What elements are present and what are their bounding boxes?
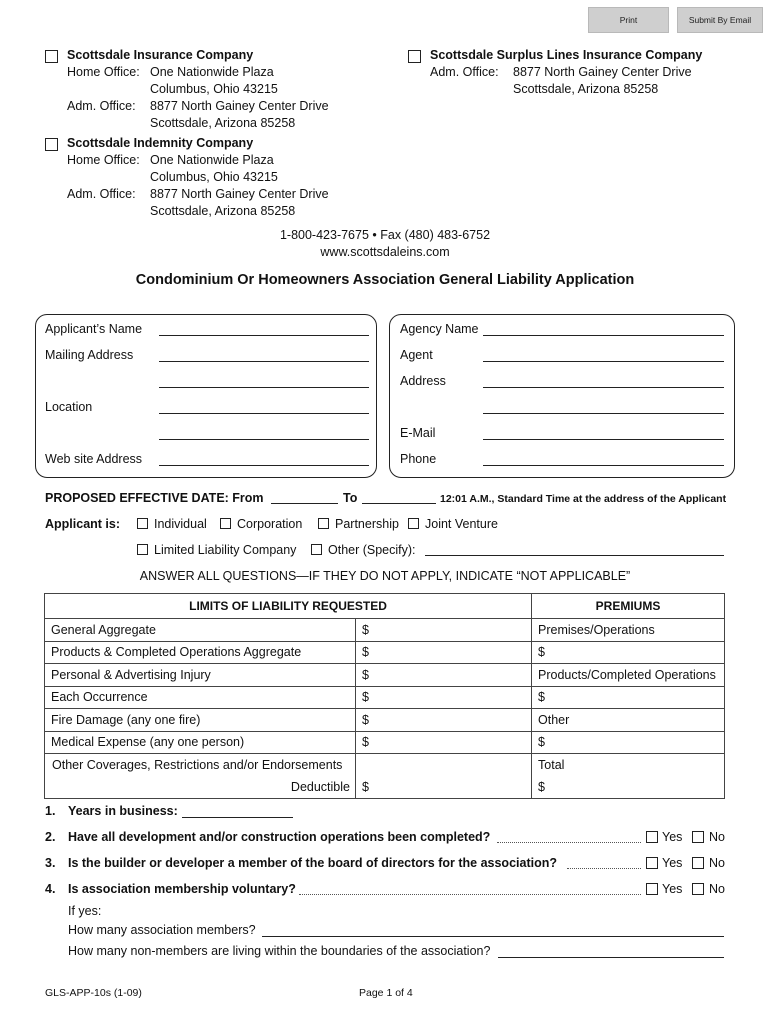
scottsdale-surplus-checkbox[interactable] (408, 50, 421, 63)
limit-label: Personal & Advertising Injury (45, 664, 356, 687)
limits-header: LIMITS OF LIABILITY REQUESTED (45, 594, 532, 619)
limit-label: Each Occurrence (45, 686, 356, 709)
website-field[interactable] (159, 465, 369, 466)
table-row (45, 709, 725, 732)
no-label: No (709, 830, 725, 844)
sub-question-text: How many non-members are living within the boundaries of the association? (68, 944, 491, 958)
premium-amount-field[interactable]: $ (532, 686, 725, 709)
agency-name-label: Agency Name (400, 322, 479, 336)
limit-label: General Aggregate (45, 619, 356, 642)
limit-amount-field[interactable]: $ (356, 686, 532, 709)
effective-to-field[interactable] (362, 503, 436, 504)
leader-dots (299, 894, 641, 895)
question-number: 2. (45, 830, 56, 844)
address-line: One Nationwide Plaza (150, 153, 274, 167)
address-line: Columbus, Ohio 43215 (150, 82, 278, 96)
q2-no-checkbox[interactable] (692, 831, 704, 843)
partnership-option-label: Partnership (335, 517, 399, 531)
agency-name-field[interactable] (483, 335, 724, 336)
question-number: 1. (45, 804, 56, 818)
individual-checkbox[interactable] (137, 518, 148, 529)
effective-date-label: PROPOSED EFFECTIVE DATE: From (45, 491, 264, 505)
limit-label: Medical Expense (any one person) (45, 731, 356, 754)
agency-info-box (389, 314, 735, 478)
page-title: Condominium Or Homeowners Association General Liability Application (135, 272, 635, 288)
premiums-header: PREMIUMS (532, 594, 725, 619)
premium-cell: Other (532, 709, 725, 732)
applicant-name-label: Applicant’s Name (45, 322, 143, 336)
applicant-is-label: Applicant is: (45, 517, 121, 531)
address-line: Columbus, Ohio 43215 (150, 170, 278, 184)
company-name: Scottsdale Indemnity Company (67, 136, 254, 150)
limit-amount-field[interactable]: $ (356, 664, 532, 687)
limits-premiums-table (44, 593, 725, 799)
website-label: Web site Address (45, 452, 143, 466)
address-line: 8877 North Gainey Center Drive (513, 65, 692, 79)
other-checkbox[interactable] (311, 544, 322, 555)
scottsdale-indemnity-checkbox[interactable] (45, 138, 58, 151)
premium-cell: Products/Completed Operations (532, 664, 725, 687)
mailing-address-label: Mailing Address (45, 348, 134, 362)
limit-amount-field[interactable]: $ (356, 731, 532, 754)
mailing-address-field-2[interactable] (159, 387, 369, 388)
adm-office-label: Adm. Office: (67, 187, 136, 201)
table-row (45, 641, 725, 664)
table-row (45, 731, 725, 754)
q4-yes-checkbox[interactable] (646, 883, 658, 895)
other-coverages-label: Other Coverages, Restrictions and/or Endorsements (52, 758, 343, 772)
table-row (45, 664, 725, 687)
address-line: Scottsdale, Arizona 85258 (150, 204, 296, 218)
home-office-label: Home Office: (67, 153, 140, 167)
company-name: Scottsdale Insurance Company (67, 48, 254, 62)
joint-venture-checkbox[interactable] (408, 518, 419, 529)
adm-office-label: Adm. Office: (430, 65, 499, 79)
agent-field[interactable] (483, 361, 724, 362)
form-id: GLS-APP-10s (1-09) (45, 987, 142, 999)
total-dollar: $ (538, 780, 545, 794)
no-label: No (709, 856, 725, 870)
sub-question-text: How many association members? (68, 923, 256, 937)
q2-yes-checkbox[interactable] (646, 831, 658, 843)
llc-option-label: Limited Liability Company (154, 543, 297, 557)
effective-from-field[interactable] (271, 503, 338, 504)
question-text: Is association membership voluntary? (68, 882, 296, 896)
home-office-label: Home Office: (67, 65, 140, 79)
non-members-field[interactable] (498, 957, 724, 958)
premium-amount-field[interactable]: $ (532, 731, 725, 754)
if-yes-label: If yes: (68, 904, 102, 918)
address-line: Scottsdale, Arizona 85258 (513, 82, 659, 96)
deductible-amount-cell[interactable] (356, 754, 532, 799)
limit-label: Products & Completed Operations Aggregate (45, 641, 356, 664)
location-field[interactable] (159, 413, 369, 414)
effective-to-label: To (343, 491, 358, 505)
adm-office-label: Adm. Office: (67, 99, 136, 113)
partnership-checkbox[interactable] (318, 518, 329, 529)
contact-phone-fax: 1-800-423-7675 • Fax (480) 483-6752 (279, 228, 491, 242)
question-text: Is the builder or developer a member of the board of directors for the association? (68, 856, 557, 870)
instruction-text: ANSWER ALL QUESTIONS—IF THEY DO NOT APPLY, INDICATE “NOT APPLICABLE” (139, 569, 631, 583)
deductible-label: Deductible (290, 780, 350, 794)
mailing-address-field[interactable] (159, 361, 369, 362)
company-name: Scottsdale Surplus Lines Insurance Company (430, 48, 703, 62)
other-coverages-cell (45, 754, 356, 799)
total-label: Total (538, 758, 565, 772)
yes-label: Yes (662, 882, 683, 896)
table-row (45, 619, 725, 642)
years-in-business-field[interactable] (182, 817, 293, 818)
contact-website: www.scottsdaleins.com (320, 245, 450, 259)
q4-no-checkbox[interactable] (692, 883, 704, 895)
q3-yes-checkbox[interactable] (646, 857, 658, 869)
address-line: 8877 North Gainey Center Drive (150, 187, 329, 201)
email-label: E-Mail (400, 426, 436, 440)
location-label: Location (45, 400, 93, 414)
q3-no-checkbox[interactable] (692, 857, 704, 869)
applicant-name-field[interactable] (159, 335, 369, 336)
agency-address-field[interactable] (483, 387, 724, 388)
limit-amount-field[interactable]: $ (356, 619, 532, 642)
location-field-2[interactable] (159, 439, 369, 440)
question-text: Years in business: (68, 804, 178, 818)
limit-label: Fire Damage (any one fire) (45, 709, 356, 732)
joint-venture-option-label: Joint Venture (425, 517, 498, 531)
agency-address-label: Address (400, 374, 446, 388)
deductible-dollar: $ (362, 780, 369, 794)
address-line: One Nationwide Plaza (150, 65, 274, 79)
premium-cell: Premises/Operations (532, 619, 725, 642)
association-members-field[interactable] (262, 936, 724, 937)
question-text: Have all development and/or construction operations been completed? (68, 830, 491, 844)
page-number: Page 1 of 4 (359, 987, 413, 999)
email-field[interactable] (483, 439, 724, 440)
premium-amount-field[interactable]: $ (532, 641, 725, 664)
leader-dots (567, 868, 641, 869)
other-specify-field[interactable] (425, 555, 724, 556)
limit-amount-field[interactable]: $ (356, 641, 532, 664)
yes-label: Yes (662, 830, 683, 844)
other-option-label: Other (Specify): (328, 543, 416, 557)
no-label: No (709, 882, 725, 896)
yes-label: Yes (662, 856, 683, 870)
limit-amount-field[interactable]: $ (356, 709, 532, 732)
address-line: 8877 North Gainey Center Drive (150, 99, 329, 113)
phone-field[interactable] (483, 465, 724, 466)
question-number: 4. (45, 882, 56, 896)
total-cell[interactable] (532, 754, 725, 799)
address-line: Scottsdale, Arizona 85258 (150, 116, 296, 130)
print-button[interactable]: Print (588, 7, 669, 33)
phone-label: Phone (400, 452, 437, 466)
individual-option-label: Individual (154, 517, 207, 531)
llc-checkbox[interactable] (137, 544, 148, 555)
table-row (45, 686, 725, 709)
corporation-option-label: Corporation (237, 517, 303, 531)
agency-address-field-2[interactable] (483, 413, 724, 414)
agent-label: Agent (400, 348, 433, 362)
table-row (45, 754, 725, 799)
effective-time-note: 12:01 A.M., Standard Time at the address of the Applicant (440, 493, 727, 505)
leader-dots (497, 842, 641, 843)
corporation-checkbox[interactable] (220, 518, 231, 529)
question-number: 3. (45, 856, 56, 870)
scottsdale-insurance-checkbox[interactable] (45, 50, 58, 63)
submit-by-email-button[interactable]: Submit By Email (677, 7, 763, 33)
